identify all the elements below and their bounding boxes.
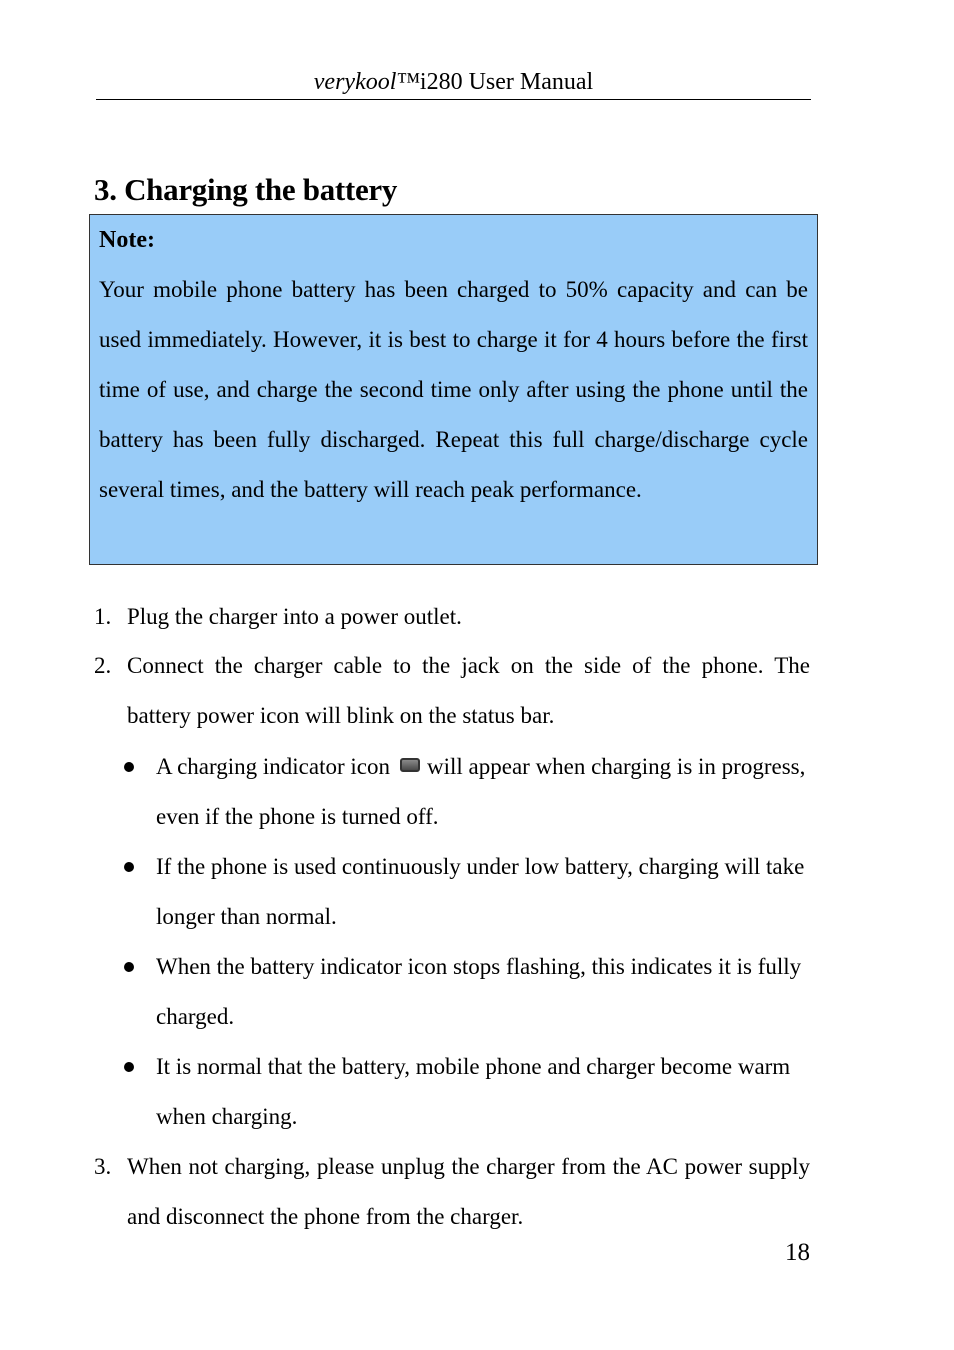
charging-battery-icon — [400, 758, 420, 772]
brand-name: verykool™ — [313, 69, 420, 95]
note-label: Note: — [99, 227, 155, 253]
bullet-dot — [124, 1062, 134, 1072]
bullet-text-part: will appear when charging is in progress, even if the phone is turned off. — [156, 754, 806, 829]
section-title: 3. Charging the battery — [94, 172, 398, 207]
bullet-warm-charging — [124, 1042, 810, 1142]
step-text: Connect the charger cable to the jack on the side of the phone. The battery power icon will blink on the status bar. — [127, 653, 810, 728]
bullet-text: It is normal that the battery, mobile phone and charger become warm when charging. — [156, 1054, 791, 1129]
step-3 — [94, 1142, 810, 1242]
bullet-text: When the battery indicator icon stops flashing, this indicates it is fully charged. — [156, 954, 802, 1029]
bullet-dot — [124, 862, 134, 872]
bullet-charging-indicator — [124, 742, 810, 842]
bullet-dot — [124, 962, 134, 972]
bullet-text — [156, 742, 810, 842]
step-number: 1. — [94, 604, 112, 629]
note-box — [89, 214, 818, 565]
bullet-text-part: A charging indicator icon — [156, 754, 390, 779]
bullet-low-battery — [124, 842, 810, 942]
step-2 — [94, 641, 810, 741]
page-number: 18 — [785, 1239, 810, 1266]
bullet-text: If the phone is used continuously under low battery, charging will take longer than normal. — [156, 854, 805, 929]
bullet-dot — [124, 762, 134, 772]
page-header — [96, 66, 811, 100]
step-1 — [94, 592, 810, 642]
step-text: When not charging, please unplug the charger from the AC power supply and disconnect the phone from the charger. — [127, 1154, 810, 1229]
bullet-fully-charged — [124, 942, 810, 1042]
note-text: Your mobile phone battery has been charged to 50% capacity and can be used immediately. However, it is best to charge it for 4 hours before the first time of use, and charge the second time only after using the phone until the battery has been fully discharged. Repeat this full charge/discharge cycle several times, and the battery will reach peak performance. — [99, 277, 808, 502]
step-text: Plug the charger into a power outlet. — [127, 604, 462, 629]
manual-title: i280 User Manual — [419, 69, 594, 95]
step-number: 3. — [94, 1154, 112, 1179]
step-number: 2. — [94, 653, 112, 678]
